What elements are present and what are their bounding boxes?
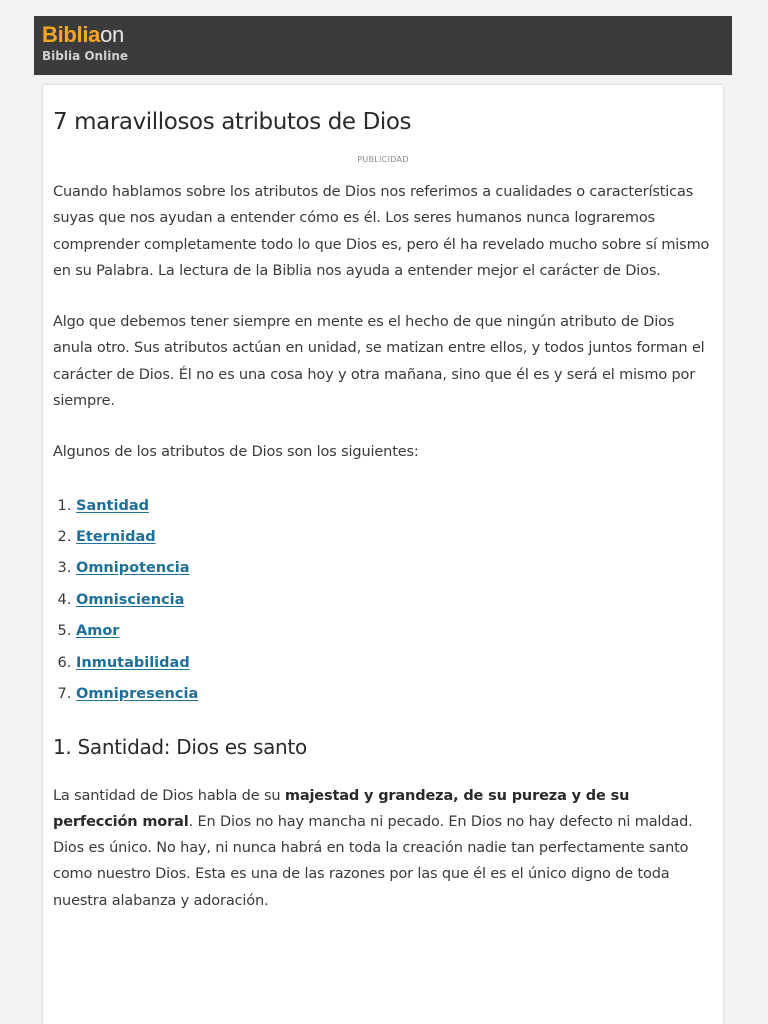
santidad-text-bold: majestad y grandeza, de su pureza y de su perfección moral bbox=[53, 787, 630, 830]
site-logo[interactable] bbox=[42, 23, 732, 47]
list-item bbox=[76, 553, 713, 584]
list-item bbox=[76, 491, 713, 522]
attribute-link-eternidad[interactable]: Eternidad bbox=[76, 529, 156, 546]
ad-label: PUBLICIDAD bbox=[357, 155, 409, 164]
santidad-text-start: La santidad de Dios habla de su bbox=[53, 787, 285, 804]
unity-paragraph: Algo que debemos tener siempre en mente es el hecho de que ningún atributo de Dios anula otro. Sus atributos actúan en unidad, se matizan entre ellos, y todos juntos forman el carácter de Dios. Él no es una cosa hoy y otra mañana, sino que él es y será el mismo por siempre. bbox=[53, 314, 705, 410]
attributes-list bbox=[53, 491, 713, 711]
logo-text-on: on bbox=[100, 22, 124, 47]
intro-paragraph: Cuando hablamos sobre los atributos de Dios nos referimos a cualidades o características suyas que nos ayudan a entender cómo es él. Los seres humanos nunca lograremos comprender completamente todo lo que Dios es, pero él ha revelado mucho sobre sí mismo en su Palabra. La lectura de la Biblia nos ayuda a entender mejor el carácter de Dios. bbox=[53, 184, 710, 279]
site-subtitle: Biblia Online bbox=[42, 49, 129, 63]
attribute-link-omnisciencia[interactable]: Omnisciencia bbox=[76, 591, 185, 608]
list-item bbox=[76, 648, 713, 679]
article-card bbox=[43, 85, 723, 1024]
logo-text-biblia: Biblia bbox=[42, 22, 101, 47]
site-header bbox=[34, 16, 732, 75]
santidad-paragraph bbox=[53, 783, 713, 914]
list-item bbox=[76, 522, 713, 553]
attribute-link-omnipotencia[interactable]: Omnipotencia bbox=[76, 560, 190, 577]
list-item bbox=[76, 616, 713, 647]
article-title: 7 maravillosos atributos de Dios bbox=[53, 109, 412, 135]
list-item bbox=[76, 585, 713, 616]
list-item bbox=[76, 679, 713, 710]
attribute-link-santidad[interactable]: Santidad bbox=[76, 497, 149, 514]
attribute-link-amor[interactable]: Amor bbox=[76, 623, 120, 640]
attribute-link-omnipresencia[interactable]: Omnipresencia bbox=[76, 686, 199, 703]
section-heading-santidad: 1. Santidad: Dios es santo bbox=[53, 734, 307, 759]
attribute-link-inmutabilidad[interactable]: Inmutabilidad bbox=[76, 654, 190, 671]
list-intro-paragraph: Algunos de los atributos de Dios son los siguientes: bbox=[53, 444, 419, 461]
santidad-text-end: . En Dios no hay mancha ni pecado. En Dios no hay defecto ni maldad. Dios es único. No hay, ni nunca habrá en toda la creación nadie tan perfectamente santo como nuestro Dios. Esta es una de las razones por las que él es el único digno de toda nuestra alabanza y adoración. bbox=[53, 813, 693, 909]
